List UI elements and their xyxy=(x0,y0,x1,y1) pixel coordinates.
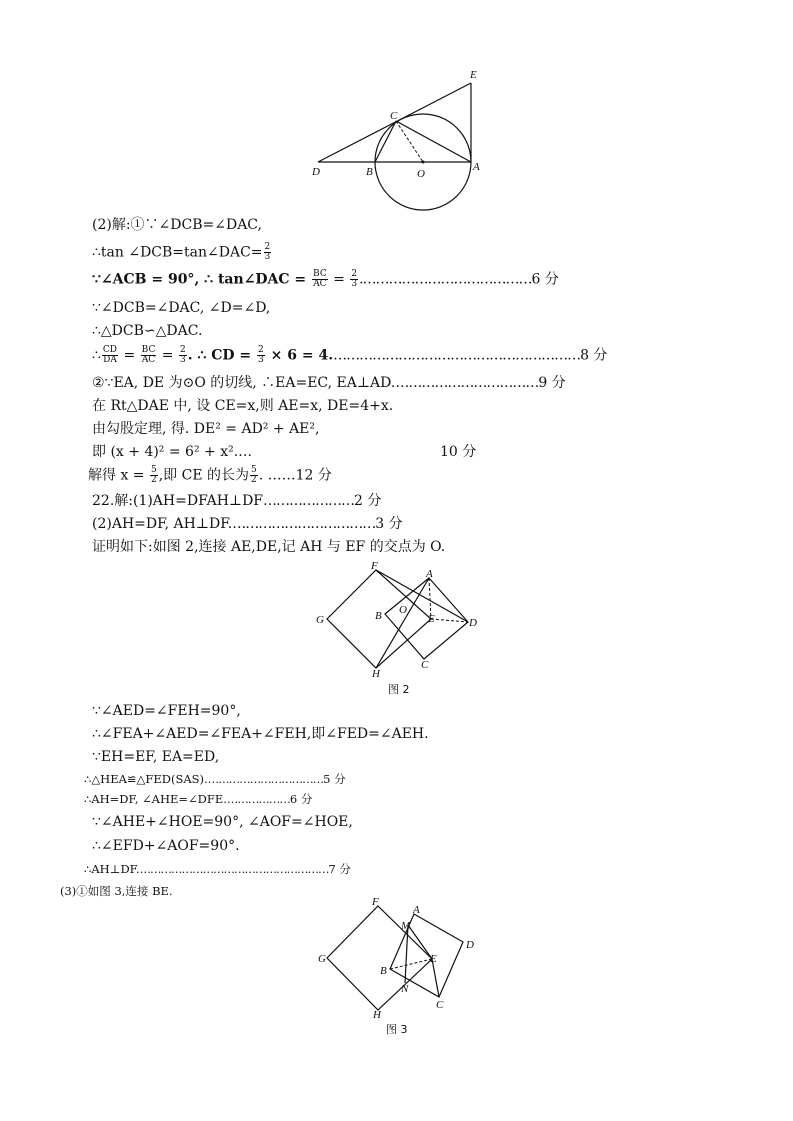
square-abcd xyxy=(385,578,468,659)
p2-line-5: ∴△DCB∽△DAC. xyxy=(92,323,203,339)
q22-line-3: 证明如下:如图 2,连接 AE,DE,记 AH 与 EF 的交点为 O. xyxy=(92,539,446,555)
p2-line-2 xyxy=(92,243,272,262)
figure-3-squares xyxy=(312,896,487,1018)
line-c-o-dashed xyxy=(396,121,423,162)
p2-line-6: ∴ $\frac{CD}{DA}$ = $\frac{BC}{AC}$ = $\frac{2}{3}$ . ∴ CD = $\frac{2}{3}$ × 6 = 4.…………………………………………………8 分 xyxy=(92,345,608,365)
q22-line-11: ∴AH⊥DF.………………………………………………7 分 xyxy=(84,862,352,876)
label-f: F xyxy=(371,560,378,572)
fraction: $\frac{2}{3}$ xyxy=(264,242,271,262)
label-c: C xyxy=(421,659,429,671)
label-h: H xyxy=(372,668,380,678)
score: 6 分 xyxy=(531,271,559,288)
p2-line-10-score: 10 分 xyxy=(440,444,477,460)
label-b: B xyxy=(366,166,373,178)
label-a: A xyxy=(426,568,433,580)
p2-line-4: ∵∠DCB=∠DAC, ∠D=∠D, xyxy=(92,300,271,316)
p2-line-10: 即 (x + 4)² = 6² + x².… xyxy=(92,444,253,460)
line-m-e xyxy=(408,925,432,959)
p2-line-1: (2)解:①∵∠DCB=∠DAC, xyxy=(92,217,262,233)
q22-line-2: (2)AH=DF, AH⊥DF.……………………………3 分 xyxy=(92,516,403,532)
p2-line-9: 由勾股定理, 得. DE² = AD² + AE², xyxy=(92,421,320,437)
label-d: D xyxy=(469,617,477,629)
figure-2-squares xyxy=(310,558,485,678)
label-c: C xyxy=(436,999,444,1011)
label-b: B xyxy=(375,610,382,622)
label-g: G xyxy=(318,953,326,965)
square-fegh xyxy=(327,906,432,1010)
q22-line-5: ∴∠FEA+∠AED=∠FEA+∠FEH,即∠FED=∠AEH. xyxy=(92,726,429,742)
label-e: E xyxy=(430,953,437,965)
q22-line-10: ∴∠EFD+∠AOF=90°. xyxy=(92,838,240,854)
q22-line-7: ∴△HEA≌△FED(SAS).……………………………5 分 xyxy=(84,772,346,786)
label-b: B xyxy=(380,965,387,977)
p2-line-7: ②∵EA, DE 为⊙O 的切线, ∴EA=EC, EA⊥AD.……………………………9 分 xyxy=(92,375,566,391)
label-e: E xyxy=(428,613,435,625)
q22-line-4: ∵∠AED=∠FEH=90°, xyxy=(92,703,241,719)
line-a-h xyxy=(376,578,429,668)
label-g: G xyxy=(316,614,324,626)
label-f: F xyxy=(372,896,379,908)
label-m: M xyxy=(401,920,411,932)
p2-line-3: ∵∠ACB = 90°, ∴ tan∠DAC = $\frac{BC}{AC}$ = $\frac{2}{3}$ .…………………………………6 分 xyxy=(92,269,559,289)
line-d-e xyxy=(318,83,471,162)
label-d: D xyxy=(466,939,474,951)
label-c: C xyxy=(390,110,398,122)
line-f-d xyxy=(376,570,468,622)
q22-line-12: (3)①如图 3,连接 BE. xyxy=(60,884,173,898)
p2-line-11: 解得 x = $\frac{5}{2}$ ,即 CE 的长为 $\frac{5}{2}$ . ……12 分 xyxy=(88,465,332,485)
line-c-a xyxy=(396,121,471,162)
label-h: H xyxy=(373,1009,381,1018)
label-n: N xyxy=(401,983,409,995)
label-a: A xyxy=(473,161,480,173)
figure-3-caption: 图 3 xyxy=(386,1023,408,1036)
label-d: D xyxy=(312,166,320,178)
label-a: A xyxy=(413,904,420,916)
line-b-e-dashed xyxy=(390,959,432,969)
label-e: E xyxy=(470,69,477,81)
figure-2-caption: 图 2 xyxy=(388,683,410,696)
point-o xyxy=(422,161,425,164)
label-o: O xyxy=(417,168,425,180)
q22-line-8: ∴AH=DF, ∠AHE=∠DFE.………………6 分 xyxy=(84,792,313,806)
q22-line-1: 22.解:(1)AH=DFAH⊥DF…………………2 分 xyxy=(92,493,382,509)
figure-1-circle-tangent xyxy=(305,62,495,214)
label-o: O xyxy=(399,604,407,616)
q22-line-6: ∵EH=EF, EA=ED, xyxy=(92,749,220,765)
p2-line-8: 在 Rt△DAE 中, 设 CE=x,则 AE=x, DE=4+x. xyxy=(92,398,394,414)
p2-line-2-text: ∴tan ∠DCB=tan∠DAC= xyxy=(92,244,263,261)
q22-line-9: ∵∠AHE+∠HOE=90°, ∠AOF=∠HOE, xyxy=(92,814,353,830)
